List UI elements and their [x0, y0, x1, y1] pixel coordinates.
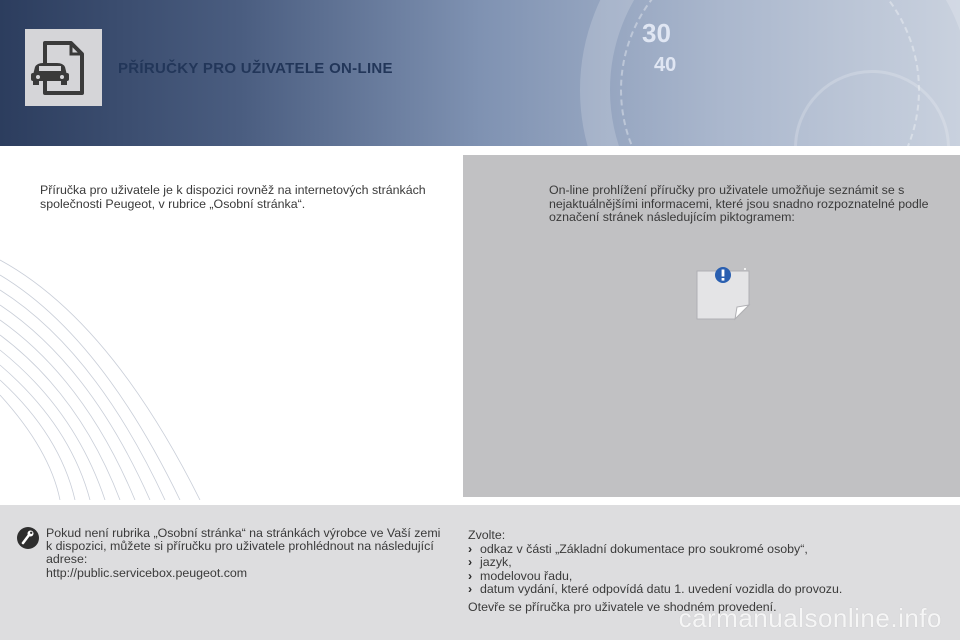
online-viewing-text: On-line prohlížení příručky pro uživatele umožňuje seznámit se s nejaktuálnějšími informacemi, které jsou snadno rozpoznatelné podle označení stránek následujícím piktogramem: — [549, 183, 929, 224]
list-item: › datum vydání, které odpovídá datu 1. uvedení vozidla do provozu. — [468, 582, 843, 596]
steps-list — [468, 543, 948, 597]
select-label: Zvolte: — [468, 528, 506, 542]
list-item: › odkaz v části „Základní dokumentace pro soukromé osoby“, — [468, 541, 808, 556]
info-panel — [463, 155, 960, 497]
note-body: Pokud není rubrika „Osobní stránka“ na stránkách výrobce ve Vaší zemi k dispozici, můžete si příručku pro uživatele prohlédnout na následující adrese: — [46, 526, 441, 567]
gauge-number-40: 40 — [654, 54, 677, 76]
gauge-number-30: 30 — [642, 18, 671, 48]
header-banner — [0, 0, 960, 146]
list-item: › modelovou řadu, — [468, 568, 573, 583]
chevron-right-icon: › — [468, 555, 473, 569]
closing-text: Otevře se příručka pro uživatele ve shodném provedení. — [468, 599, 777, 614]
decorative-lines — [0, 240, 220, 500]
info-icon — [17, 527, 39, 549]
watermark: carmanualsonline.info — [678, 603, 942, 633]
updated-page-icon — [695, 265, 751, 321]
chevron-right-icon: › — [468, 582, 473, 596]
intro-text: Příručka pro uživatele je k dispozici rovněž na internetových stránkách společnosti Peugeot, v rubrice „Osobní stránka“. — [40, 183, 426, 211]
note-text — [46, 527, 446, 580]
steps-block — [468, 529, 948, 614]
chevron-right-icon: › — [468, 541, 473, 556]
bottom-section — [0, 505, 960, 640]
servicebox-url[interactable]: http://public.servicebox.peugeot.com — [46, 565, 248, 580]
page-title: PŘÍRUČKY PRO UŽIVATELE ON-LINE — [118, 60, 393, 77]
list-item: › jazyk, — [468, 555, 512, 569]
car-document-icon — [25, 29, 102, 106]
chevron-right-icon: › — [468, 568, 473, 583]
